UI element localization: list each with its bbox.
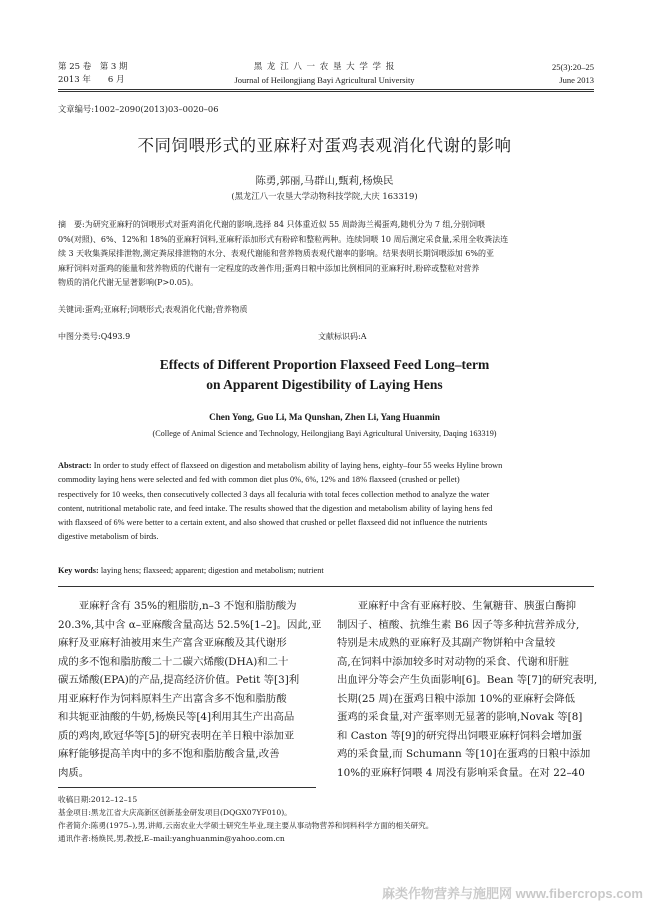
abstract-cn-line: 物质的消化代谢无显著影响(P>0.05)。 [58, 278, 199, 287]
body-line: 制因子、植酸、抗维生素 B6 因子等多种抗营养成分, [337, 618, 580, 631]
title-cn: 不同饲喂形式的亚麻籽对蛋鸡表观消化代谢的影响 [137, 136, 512, 155]
abstract-cn-line: 麻籽饲料对蛋鸡的能量和营养物质的代谢有一定程度的改善作用;蛋鸡日粮中添加比例相同的亚麻籽时,粉碎或整粒对营养 [58, 263, 480, 273]
abstract-en-line: commodity laying hens were selected and fed with common diet plus 0%, 6%, 12% and 18% flaxseed (crushed or pellet) [58, 475, 460, 485]
body-line: 麻籽能够提高羊肉中的多不饱和脂肪酸含量,改善 [58, 748, 280, 760]
abstract-en-line: respectively for 10 weeks, then consecutively collected 3 days all fecaluria with total feces collection method to analyze the water [58, 489, 490, 499]
authors-en: Chen Yong, Guo Li, Ma Qunshan, Zhen Li, Yang Huanmin [209, 412, 440, 422]
abstract-en [58, 459, 594, 545]
title-en-line2: on Apparent Digestibility of Laying Hens [206, 377, 443, 392]
watermark: 麻类作物营养与施肥网 www.fibercrops.com [382, 886, 643, 901]
header-date: 2013 年 6 月 [58, 75, 125, 85]
body-line: 用亚麻籽作为饲料原料生产出富含多不饱和脂肪酸 [58, 692, 287, 705]
header-journal-cn: 黑 龙 江 八 一 农 垦 大 学 学 报 [253, 62, 396, 72]
footnote-fund: 基金项目:黑龙江省大庆高新区创新基金研发项目(DQGX07YF010)。 [58, 808, 292, 817]
body-line: 长期(25 周)在蛋鸡日粮中添加 10%的亚麻籽会降低 [337, 692, 576, 705]
footnotes [58, 793, 598, 845]
body-line: 成的多不饱和脂肪酸二十二碳六烯酸(DHA)和二十 [58, 655, 289, 668]
footnote-rule [58, 787, 316, 788]
abstract-cn-line: 为研究亚麻籽的饲喂形式对蛋鸡消化代谢的影响,选择 84 只体重近似 55 周龄海兰褐蛋鸡,随机分为 7 组,分别饲喂 [84, 220, 486, 229]
abstract-cn-label: 摘 要: [58, 220, 85, 229]
header-pages: 25(3):20–25 [551, 62, 594, 72]
abstract-en-line: content, nutritional metabolic rate, and feed intake. The results showed that the digestion and metabolism ability of laying hens fed [58, 503, 493, 513]
header-volume: 第 25 卷 第 3 期 [58, 62, 128, 72]
body-line: 鸡的采食量,而 Schumann 等[10]在蛋鸡的日粮中添加 [337, 748, 591, 760]
abstract-cn-line: 续 3 天收集粪尿排泄物,测定粪尿排泄物的水分、表观代谢能和营养物质表观代谢率的影响。结果表明长期饲喂添加 6%的亚 [58, 249, 494, 258]
body-line: 20.3%,其中含 α–亚麻酸含量高达 52.5%[1–2]。因此,亚 [58, 618, 322, 631]
abstract-cn-line: 0%(对照)、6%、12%和 18%的亚麻籽饲料,亚麻籽添加形式有粉碎和整粒两种。连续饲喂 10 周后测定采食量,采用全收粪法连 [58, 234, 509, 244]
header-rule [58, 89, 594, 90]
abstract-en-label: Abstract: [58, 461, 92, 470]
affiliation-en: (College of Animal Science and Technology, Heilongjiang Bayi Agricultural University, Daqing 163319) [152, 429, 497, 438]
keywords-en-label: Key words: [58, 566, 99, 575]
abstract-en-line: with flaxseed of 6% were better to a certain extent, and also showed that crushed or pellet flaxseed did not influence the nutrients [58, 518, 488, 528]
body-line: 和 Caston 等[9]的研究得出饲喂亚麻籽饲料会增加蛋 [337, 729, 582, 742]
footnote-author: 作者简介:陈勇(1975–),男,讲师,云南农业大学硕士研究生毕业,现主要从事动物营养和饲料科学方面的相关研究。 [58, 821, 434, 830]
abstract-en-line: In order to study effect of flaxseed on digestion and metabolism ability of laying hens, eighty–four 55 weeks Hyline brown [93, 461, 503, 470]
body-line: 和共轭亚油酸的牛奶,杨焕民等[4]利用其生产出高品 [58, 711, 295, 723]
clc-number: 中图分类号:Q493.9 [58, 332, 131, 341]
footnote-corresponding: 通讯作者:杨焕民,男,教授,E–mail:yanghuanmin@yahoo.com.cn [58, 834, 285, 843]
body-line: 碳五烯酸(EPA)的产品,提高经济价值。Petit 等[3]利 [58, 674, 300, 686]
title-en-line1: Effects of Different Proportion Flaxseed Feed Long–term [159, 357, 490, 372]
body-line: 亚麻籽中含有亚麻籽胶、生氰糖苷、胰蛋白酶抑 [337, 600, 576, 612]
body-column-right [337, 597, 598, 782]
body-line: 麻籽及亚麻籽油被用来生产富含亚麻酸及其代谢形 [58, 637, 287, 649]
abstract-cn [58, 218, 594, 291]
header-rule-thin [58, 91, 594, 92]
footnote-received: 收稿日期:2012–12–15 [58, 795, 138, 804]
authors-cn: 陈勇,郭丽,马群山,甄莉,杨焕民 [255, 175, 394, 187]
abstract-en-line: digestive metabolism of birds. [58, 532, 159, 542]
keywords-cn: 关键词:蛋鸡;亚麻籽;饲喂形式;表观消化代谢;营养物质 [58, 305, 248, 314]
body-line: 高,在饲料中添加较多时对动物的采食、代谢和肝脏 [337, 655, 569, 668]
keywords-en-text: laying hens; flaxseed; apparent; digestion and metabolism; nutrient [100, 566, 324, 575]
body-line: 出血评分等会产生负面影响[6]。Bean 等[7]的研究表明, [337, 674, 598, 686]
article-id: 文章编号:1002–2090(2013)03–0020–06 [58, 104, 219, 114]
document-code: 文献标识码:A [318, 332, 367, 341]
abstract-divider [58, 586, 594, 587]
body-line: 10%的亚麻籽饲喂 4 周没有影响采食量。在对 22–40 [337, 766, 585, 779]
header-month: June 2013 [559, 75, 594, 85]
body-line: 蛋鸡的采食量,对产蛋率则无显著的影响,Novak 等[8] [337, 711, 583, 723]
affiliation-cn: (黑龙江八一农垦大学动物科技学院,大庆 163319) [231, 191, 418, 201]
body-line: 质的鸡肉,欧冠华等[5]的研究表明在羊日粮中添加亚 [58, 729, 295, 742]
body-line: 肉质。 [58, 766, 90, 779]
body-line: 特别是未成熟的亚麻籽及其副产物饼粕中含量较 [337, 637, 556, 649]
body-line: 亚麻籽含有 35%的粗脂肪,n–3 不饱和脂肪酸为 [58, 600, 297, 612]
keywords-en [58, 564, 324, 578]
body-column-left [58, 597, 322, 782]
header-journal-en: Journal of Heilongjiang Bayi Agricultural University [234, 75, 415, 85]
